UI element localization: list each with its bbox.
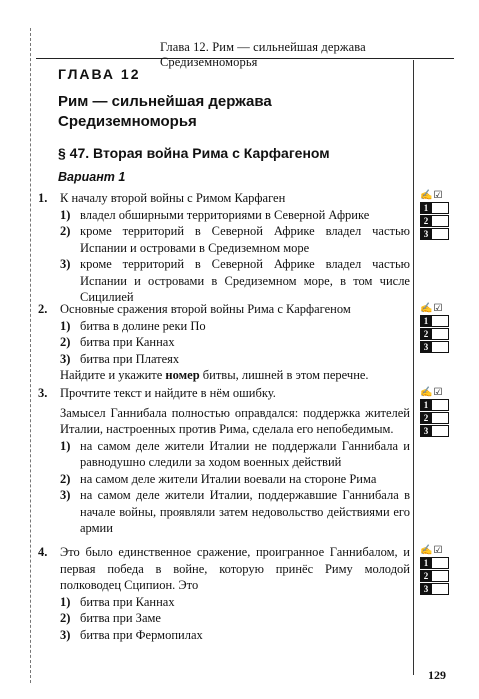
option-number: 2) [60, 611, 71, 625]
question-2 [38, 301, 410, 384]
option-2 [60, 223, 410, 256]
answer-label: 1 [420, 315, 432, 327]
question-4 [38, 544, 410, 643]
pencil-check-icon: ✍☑ [420, 387, 444, 398]
option-3 [60, 487, 410, 537]
answer-grid-2 [420, 303, 456, 354]
question-number: 1. [38, 191, 48, 205]
answer-label: 3 [420, 341, 432, 353]
page-number: 129 [428, 668, 446, 682]
option-text: кроме территорий в Северной Африке владел частью Испании и островами в Средиземном море, в том числе Сицилией [80, 257, 410, 304]
option-number: 2) [60, 224, 71, 238]
option-text: битва при Фермопилах [80, 627, 203, 642]
question-3 [38, 385, 410, 537]
section-title: § 47. Вторая война Рима с Карфагеном [58, 145, 330, 161]
option-number: 3) [60, 488, 71, 502]
option-2 [60, 471, 410, 488]
option-text: битва при Платеях [80, 351, 180, 366]
option-text: битва при Каннах [80, 594, 175, 609]
chapter-title: Рим — сильнейшая держава Средиземноморья [58, 93, 272, 130]
instruction-text-end: битвы, лишней в этом перечне. [199, 368, 369, 382]
answer-label: 1 [420, 557, 432, 569]
question-1 [38, 190, 410, 306]
option-2 [60, 334, 410, 351]
answer-column-rule [413, 60, 414, 675]
chapter-label: ГЛАВА 12 [58, 66, 141, 82]
option-text: на самом деле жители Италии не поддержали Ганнибала и равнодушно следили за ходом военных действий [80, 438, 410, 469]
answer-label: 2 [420, 412, 432, 424]
option-number: 1) [60, 318, 71, 333]
option-3 [60, 351, 410, 368]
answer-checkbox[interactable] [432, 425, 449, 437]
option-text: битва при Заме [80, 611, 161, 625]
option-3 [60, 256, 410, 306]
answer-checkbox[interactable] [432, 412, 449, 424]
pencil-check-icon: ✍☑ [420, 190, 444, 201]
option-text: владел обширными территориями в Северной Африке [80, 207, 370, 222]
option-number: 1) [60, 594, 71, 609]
answer-checkbox[interactable] [432, 202, 449, 214]
option-number: 3) [60, 627, 71, 642]
option-1 [60, 594, 410, 611]
answer-checkbox[interactable] [432, 570, 449, 582]
question-instruction [60, 367, 410, 384]
question-stem: Прочтите текст и найдите в нём ошибку. [60, 386, 276, 400]
question-stem: Это было единственное сражение, проигранное Ганнибалом, и первая победа в войне, которую принёс Риму молодой полководец Сципион. Это [60, 545, 410, 592]
option-number: 3) [60, 351, 71, 366]
answer-checkbox[interactable] [432, 399, 449, 411]
answer-label: 1 [420, 399, 432, 411]
answer-checkbox[interactable] [432, 215, 449, 227]
option-2 [60, 610, 410, 627]
answer-checkbox[interactable] [432, 583, 449, 595]
question-number: 4. [38, 545, 48, 559]
option-text: кроме территорий в Северной Африке владел частью Испании и островами в Средиземном море [80, 224, 410, 255]
answer-grid-4 [420, 545, 456, 596]
option-text: битва при Каннах [80, 335, 175, 349]
answer-checkbox[interactable] [432, 341, 449, 353]
option-number: 2) [60, 335, 71, 349]
option-number: 2) [60, 471, 71, 486]
option-number: 1) [60, 438, 71, 453]
answer-checkbox[interactable] [432, 315, 449, 327]
option-3 [60, 627, 410, 644]
answer-label: 3 [420, 425, 432, 437]
question-number: 2. [38, 302, 48, 316]
left-margin-dashed-line [30, 28, 31, 683]
question-text-excerpt: Замысел Ганнибала полностью оправдался: поддержка жителей Италии, настроенных против Рима, сделала его непобедимым. [60, 405, 410, 436]
option-text: битва в долине реки По [80, 318, 206, 333]
answer-grid-3 [420, 387, 456, 438]
answer-checkbox[interactable] [432, 328, 449, 340]
option-1 [60, 318, 410, 335]
question-stem: Основные сражения второй войны Рима с Карфагеном [60, 302, 351, 316]
instruction-emphasis: номер [165, 368, 200, 382]
running-head: Глава 12. Рим — сильнейшая держава Средиземноморья [160, 40, 366, 69]
question-number: 3. [38, 386, 48, 400]
option-text: на самом деле жители Италии воевали на стороне Рима [80, 471, 377, 486]
instruction-text-start: Найдите и укажите [60, 368, 166, 382]
option-1 [60, 207, 410, 224]
answer-label: 3 [420, 583, 432, 595]
pencil-check-icon: ✍☑ [420, 303, 444, 314]
answer-label: 3 [420, 228, 432, 240]
answer-checkbox[interactable] [432, 557, 449, 569]
question-stem: К началу второй войны с Римом Карфаген [60, 191, 286, 205]
answer-label: 2 [420, 328, 432, 340]
answer-grid-1 [420, 190, 456, 241]
pencil-check-icon: ✍☑ [420, 545, 444, 556]
answer-label: 1 [420, 202, 432, 214]
option-number: 3) [60, 257, 71, 271]
answer-label: 2 [420, 570, 432, 582]
variant-label: Вариант 1 [58, 170, 126, 184]
answer-label: 2 [420, 215, 432, 227]
option-number: 1) [60, 207, 71, 222]
option-text: на самом деле жители Италии, поддержавшие Ганнибала в начале войны, проявляли затем недовольство действиями его армии [80, 488, 410, 535]
option-1 [60, 438, 410, 471]
answer-checkbox[interactable] [432, 228, 449, 240]
